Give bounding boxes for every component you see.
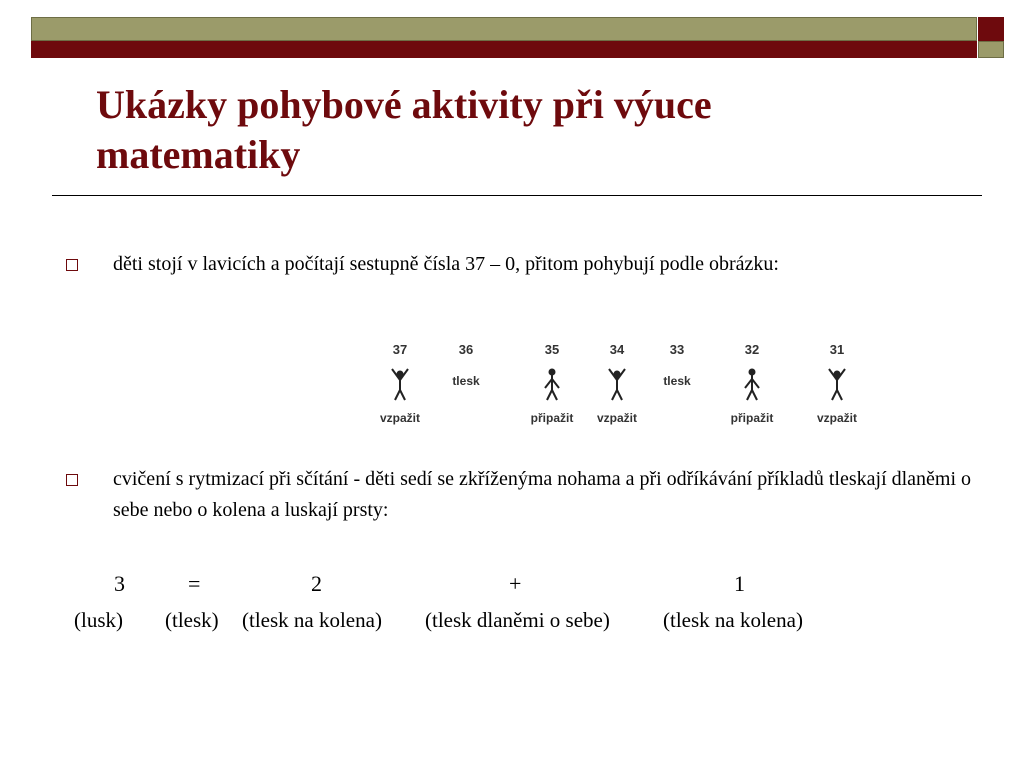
figure-number: 32	[744, 342, 760, 357]
figure-item-33	[647, 334, 717, 438]
figure-item-36	[436, 334, 506, 438]
equation-label: (lusk)	[74, 608, 123, 632]
bullet-text-2: cvičení s rytmizací při sčítání - děti sedí se zkříženýma nohama a při odříkávání příkladů tleskají dlaněmi o sebe nebo o kolena a luskají prsty:	[113, 468, 972, 521]
bullet-square-icon	[66, 474, 78, 486]
figure-word: tlesk	[452, 374, 480, 388]
slide-title: Ukázky pohybové aktivity při výuce matematiky	[96, 82, 712, 177]
equation-label: (tlesk na kolena)	[242, 608, 382, 632]
header-band-olive	[31, 17, 977, 41]
figure-number: 34	[609, 342, 625, 357]
header-corner-red	[978, 17, 1004, 41]
figure-number: 36	[458, 342, 474, 357]
figure-number: 33	[669, 342, 685, 357]
stick-figure-arms-up-icon	[824, 366, 850, 402]
figure-item-37	[370, 334, 440, 438]
stick-figure-arms-down-icon	[539, 366, 565, 402]
figure-word: připažit	[530, 411, 574, 425]
figure-number: 35	[544, 342, 560, 357]
figure-word: připažit	[730, 411, 774, 425]
figure-word: vzpažit	[596, 411, 637, 425]
title-divider	[52, 195, 982, 196]
figure-word: tlesk	[663, 374, 691, 388]
equation-term: =	[188, 571, 201, 596]
figure-word: vzpažit	[816, 411, 857, 425]
equation-term: 1	[734, 571, 745, 596]
bullet-square-icon	[66, 259, 78, 271]
equation-label: (tlesk na kolena)	[663, 608, 803, 632]
figure-item-32	[722, 334, 792, 438]
figure-word: vzpažit	[379, 411, 420, 425]
equation-term: 3	[114, 571, 125, 596]
exercise-figure	[370, 334, 870, 438]
figure-number: 37	[392, 342, 408, 357]
header-corner-olive	[978, 41, 1004, 58]
figure-item-31	[807, 334, 877, 438]
header-band-red	[31, 41, 977, 58]
stick-figure-arms-down-icon	[739, 366, 765, 402]
bullet-text-1: děti stojí v lavicích a počítají sestupně čísla 37 – 0, přitom pohybují podle obrázku:	[113, 253, 779, 275]
equation-label: (tlesk)	[165, 608, 219, 632]
stick-figure-arms-up-icon	[387, 366, 413, 402]
stick-figure-arms-up-icon	[604, 366, 630, 402]
equation-term: 2	[311, 571, 322, 596]
equation-term: +	[509, 571, 522, 596]
equation-label: (tlesk dlaněmi o sebe)	[425, 608, 610, 632]
figure-number: 31	[829, 342, 845, 357]
